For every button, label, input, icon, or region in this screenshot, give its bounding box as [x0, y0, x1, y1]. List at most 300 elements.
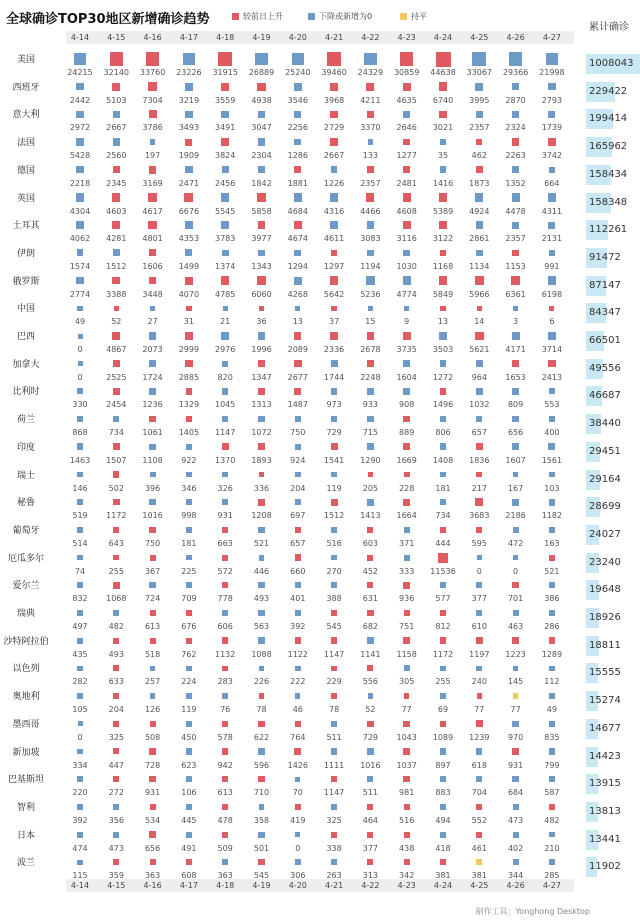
value-label: 77: [401, 705, 412, 715]
value-marker: [512, 111, 519, 118]
value-label: 514: [72, 538, 88, 548]
value-marker: [259, 306, 264, 311]
value-label: 363: [217, 871, 233, 881]
value-marker: [440, 748, 446, 754]
value-label: 1111: [323, 760, 345, 770]
value-marker: [294, 221, 302, 229]
value-marker: [403, 250, 410, 257]
value-marker: [77, 472, 83, 478]
value-label: 664: [544, 178, 560, 188]
value-marker: [77, 666, 83, 672]
country-label: 波兰: [16, 858, 35, 869]
value-label: 5389: [432, 206, 454, 216]
value-marker: [150, 555, 156, 561]
value-marker: [149, 776, 155, 782]
value-marker: [403, 416, 409, 422]
country-label: 英国: [16, 193, 35, 204]
value-marker: [548, 111, 555, 118]
value-marker: [403, 221, 411, 229]
date-label-top: 4-16: [143, 33, 162, 42]
value-marker: [295, 499, 301, 505]
value-marker: [546, 53, 558, 65]
value-marker: [259, 804, 265, 810]
date-label-top: 4-25: [470, 33, 489, 42]
value-label: 1512: [323, 511, 345, 521]
value-marker: [472, 52, 486, 66]
value-marker: [295, 306, 300, 311]
value-marker: [513, 693, 518, 698]
value-marker: [150, 693, 156, 699]
value-label: 734: [435, 511, 451, 521]
value-label: 2774: [69, 289, 91, 299]
value-marker: [222, 527, 228, 533]
value-marker: [440, 721, 447, 728]
value-label: 1507: [106, 455, 127, 465]
value-label: 1134: [469, 261, 490, 271]
value-label: 115: [72, 871, 88, 881]
value-marker: [440, 472, 446, 478]
value-marker: [403, 360, 410, 367]
value-marker: [112, 332, 120, 340]
value-label: 463: [507, 622, 524, 631]
value-label: 832: [72, 594, 88, 604]
value-marker: [258, 582, 264, 588]
value-label: 204: [108, 705, 124, 715]
value-label: 516: [326, 538, 342, 548]
value-label: 613: [217, 788, 233, 798]
value-label: 2456: [215, 178, 236, 188]
value-marker: [403, 721, 410, 728]
value-label: 1236: [142, 400, 163, 410]
cumulative-value: 28699: [589, 501, 621, 513]
value-label: 715: [362, 428, 379, 438]
value-label: 6060: [251, 289, 272, 299]
value-label: 1032: [469, 400, 490, 410]
cumulative-value: 49556: [589, 362, 621, 374]
cumulative-value: 158348: [589, 196, 628, 208]
value-label: 358: [253, 815, 270, 825]
value-marker: [110, 52, 123, 65]
value-label: 5966: [469, 289, 490, 299]
value-marker: [222, 859, 228, 865]
value-label: 931: [217, 511, 233, 521]
value-marker: [77, 776, 83, 782]
value-marker: [149, 527, 155, 533]
value-label: 31: [183, 317, 194, 327]
value-marker: [331, 721, 337, 727]
value-label: 2073: [142, 345, 163, 354]
value-marker: [331, 416, 337, 422]
value-marker: [476, 832, 482, 838]
value-marker: [113, 859, 119, 865]
value-label: 24329: [357, 68, 384, 77]
value-label: 6740: [432, 95, 454, 105]
value-marker: [439, 111, 447, 119]
value-label: 282: [72, 677, 88, 687]
value-label: 1842: [251, 178, 272, 188]
value-marker: [295, 416, 301, 422]
value-marker: [113, 138, 120, 145]
value-label: 5858: [251, 206, 272, 216]
value-label: 9: [404, 317, 410, 327]
value-label: 21: [220, 317, 231, 327]
value-label: 4478: [505, 206, 526, 216]
value-label: 446: [253, 566, 270, 576]
legend-item-rise: [232, 11, 283, 22]
value-marker: [367, 859, 373, 865]
chart-title: 全球确诊TOP30地区新增确诊趋势: [6, 12, 210, 27]
value-marker: [295, 610, 301, 616]
cumulative-value: 66501: [589, 335, 621, 346]
value-marker: [440, 804, 446, 810]
value-marker: [440, 139, 445, 144]
value-marker: [222, 166, 229, 173]
value-label: 519: [72, 511, 88, 521]
value-label: 587: [544, 788, 560, 798]
value-label: 502: [108, 483, 124, 493]
value-label: 0: [476, 566, 482, 576]
value-marker: [476, 776, 482, 782]
value-label: 338: [326, 843, 342, 853]
value-label: 306: [290, 871, 306, 881]
value-label: 1416: [432, 178, 454, 188]
value-marker: [548, 222, 555, 229]
country-label: 伊朗: [16, 248, 35, 259]
country-label: 瑞士: [16, 470, 35, 481]
value-label: 518: [144, 649, 161, 659]
value-label: 3995: [469, 95, 490, 105]
value-label: 1223: [505, 649, 526, 659]
value-marker: [113, 443, 120, 450]
country-label: 法国: [16, 138, 35, 149]
date-label-bottom: 4-19: [252, 881, 271, 890]
value-marker: [440, 859, 446, 865]
value-marker: [404, 665, 410, 671]
value-marker: [185, 83, 193, 91]
value-label: 388: [326, 594, 342, 604]
value-marker: [512, 499, 519, 506]
value-label: 704: [471, 788, 487, 798]
value-label: 1172: [432, 649, 454, 659]
value-label: 2186: [505, 511, 526, 521]
value-label: 1122: [287, 649, 308, 659]
value-marker: [76, 193, 84, 201]
value-label: 2678: [360, 345, 381, 354]
value-label: 521: [544, 566, 560, 576]
value-label: 1197: [469, 649, 490, 659]
value-label: 330: [72, 400, 88, 410]
value-marker: [150, 139, 156, 145]
value-marker: [436, 52, 451, 67]
value-marker: [512, 166, 519, 173]
value-marker: [222, 804, 228, 810]
value-marker: [259, 666, 265, 672]
value-marker: [512, 721, 518, 727]
value-label: 494: [435, 815, 451, 825]
value-label: 2336: [323, 345, 345, 354]
value-marker: [113, 249, 120, 256]
value-marker: [439, 276, 448, 285]
value-marker: [150, 306, 155, 311]
value-marker: [148, 82, 157, 91]
value-label: 4774: [396, 289, 417, 299]
value-label: 908: [399, 400, 415, 410]
value-marker: [113, 388, 120, 395]
value-label: 1045: [215, 400, 236, 410]
value-marker: [548, 276, 557, 285]
value-label: 482: [544, 815, 560, 825]
value-marker: [331, 499, 338, 506]
value-label: 359: [108, 871, 124, 881]
value-label: 3968: [323, 95, 345, 105]
value-label: 1496: [432, 400, 454, 410]
value-marker: [476, 472, 482, 478]
value-label: 5621: [469, 345, 490, 354]
value-marker: [149, 166, 157, 174]
value-label: 545: [253, 871, 270, 881]
value-marker: [113, 748, 119, 754]
value-label: 39460: [321, 68, 347, 77]
country-label: 日本: [16, 830, 35, 841]
value-label: 225: [181, 566, 197, 576]
footer-credit: 制作工具：Yonghong Desktop: [475, 907, 590, 916]
value-label: 3683: [469, 511, 490, 521]
value-marker: [331, 610, 337, 616]
value-marker: [295, 693, 300, 698]
value-marker: [186, 666, 192, 672]
value-marker: [113, 499, 120, 506]
country-label: 土耳其: [12, 221, 40, 232]
value-marker: [403, 83, 411, 91]
value-label: 5103: [106, 95, 127, 105]
value-label: 371: [399, 538, 415, 548]
value-marker: [367, 166, 374, 173]
value-label: 126: [144, 705, 161, 715]
value-label: 835: [544, 732, 560, 742]
value-marker: [222, 250, 229, 257]
value-label: 2304: [251, 151, 272, 161]
value-label: 1463: [69, 455, 91, 465]
value-label: 1873: [469, 178, 490, 188]
value-marker: [367, 416, 373, 422]
value-label: 377: [471, 594, 487, 604]
value-label: 922: [181, 455, 197, 465]
value-marker: [331, 582, 337, 588]
value-label: 3169: [142, 178, 163, 188]
value-marker: [440, 582, 446, 588]
legend-label-flat: 持平: [411, 12, 427, 21]
value-marker: [113, 638, 119, 644]
value-marker: [331, 832, 337, 838]
value-label: 1290: [360, 455, 381, 465]
date-label-top: 4-15: [107, 33, 126, 42]
value-marker: [222, 637, 229, 644]
value-marker: [186, 472, 192, 478]
value-marker: [366, 193, 374, 201]
value-label: 1272: [432, 372, 454, 382]
value-marker: [548, 360, 555, 367]
value-marker: [367, 250, 374, 257]
value-label: 610: [471, 622, 487, 631]
value-marker: [149, 360, 156, 367]
value-marker: [475, 83, 483, 91]
cumulative-value: 229422: [589, 85, 628, 97]
value-label: 13: [292, 317, 303, 327]
value-label: 1607: [505, 455, 526, 465]
value-marker: [148, 193, 156, 201]
value-label: 701: [507, 594, 524, 604]
value-marker: [222, 832, 228, 838]
date-label-bottom: 4-26: [506, 881, 525, 890]
value-label: 511: [362, 788, 379, 798]
value-label: 2861: [469, 234, 490, 244]
country-label: 比利时: [12, 387, 40, 398]
value-label: 4611: [323, 234, 345, 244]
value-marker: [77, 527, 83, 533]
value-label: 21998: [539, 68, 565, 77]
value-label: 146: [72, 483, 88, 493]
value-marker: [186, 499, 192, 505]
value-marker: [330, 83, 338, 91]
value-marker: [258, 388, 265, 395]
value-marker: [149, 416, 156, 423]
value-marker: [475, 332, 484, 341]
value-label: 396: [144, 483, 161, 493]
value-label: 401: [290, 594, 306, 604]
value-marker: [185, 139, 192, 146]
value-marker: [439, 193, 447, 201]
value-label: 3735: [396, 345, 417, 354]
value-label: 4867: [106, 345, 127, 354]
value-marker: [368, 139, 374, 145]
value-label: 1413: [360, 511, 381, 521]
value-label: 145: [507, 677, 524, 687]
value-marker: [113, 111, 120, 118]
value-marker: [258, 250, 265, 257]
value-label: 545: [326, 622, 342, 631]
value-label: 5428: [69, 151, 91, 161]
value-marker: [331, 776, 338, 783]
value-label: 240: [471, 677, 487, 687]
value-marker: [549, 472, 554, 477]
country-label: 巴西: [16, 332, 35, 342]
value-label: 14: [474, 317, 485, 327]
value-label: 2677: [287, 372, 308, 382]
value-label: 392: [72, 815, 88, 825]
value-label: 682: [362, 622, 379, 631]
value-marker: [549, 555, 555, 561]
value-label: 2481: [396, 178, 417, 188]
value-label: 270: [326, 566, 342, 576]
value-marker: [404, 472, 410, 478]
value-label: 334: [72, 760, 88, 770]
value-marker: [330, 138, 337, 145]
value-marker: [513, 666, 519, 672]
value-marker: [366, 276, 374, 284]
legend-swatch-rise: [232, 13, 239, 20]
value-label: 33067: [466, 68, 493, 77]
value-label: 764: [290, 732, 306, 742]
value-label: 4608: [396, 206, 417, 216]
value-label: 595: [471, 538, 487, 548]
value-marker: [149, 831, 155, 837]
value-marker: [330, 111, 337, 118]
value-marker: [513, 859, 519, 865]
value-marker: [327, 52, 341, 66]
cumulative-value: 13441: [589, 833, 621, 845]
value-label: 25240: [285, 68, 311, 77]
date-label-bottom: 4-22: [361, 881, 380, 890]
value-marker: [476, 166, 483, 173]
value-label: 210: [544, 843, 560, 853]
value-marker: [258, 859, 264, 865]
value-label: 2885: [178, 372, 200, 382]
value-marker: [404, 527, 410, 533]
value-label: 1669: [396, 455, 417, 465]
value-label: 511: [326, 732, 342, 742]
value-label: 0: [513, 566, 519, 576]
cumulative-value: 23240: [589, 556, 621, 568]
value-label: 697: [290, 511, 306, 521]
value-marker: [331, 637, 338, 644]
value-label: 462: [471, 151, 487, 161]
value-label: 799: [544, 760, 560, 770]
value-marker: [440, 388, 447, 395]
value-marker: [512, 222, 519, 229]
value-label: 77: [474, 705, 485, 715]
value-label: 1343: [251, 261, 272, 271]
value-marker: [513, 832, 519, 838]
value-marker: [331, 388, 337, 394]
value-label: 1512: [106, 261, 127, 271]
value-label: 750: [290, 428, 306, 438]
value-label: 1153: [505, 261, 526, 271]
value-label: 3824: [215, 151, 236, 161]
value-label: 15: [365, 317, 376, 327]
value-label: 657: [471, 428, 487, 438]
value-marker: [186, 527, 192, 533]
date-label-top: 4-19: [252, 33, 271, 42]
value-marker: [113, 721, 119, 727]
value-marker: [548, 443, 555, 450]
value-label: 1487: [287, 400, 308, 410]
value-marker: [294, 332, 301, 339]
value-label: 52: [365, 705, 376, 715]
value-marker: [294, 277, 302, 285]
value-label: 1239: [469, 732, 490, 742]
value-label: 1194: [360, 261, 381, 271]
value-marker: [149, 582, 155, 588]
value-label: 3219: [178, 95, 200, 105]
value-label: 750: [144, 538, 161, 548]
value-marker: [477, 693, 482, 698]
value-label: 1499: [178, 261, 200, 271]
value-label: 751: [399, 622, 415, 631]
value-marker: [186, 804, 192, 810]
value-marker: [78, 334, 83, 339]
value-label: 2131: [541, 234, 563, 244]
value-label: 30859: [393, 68, 420, 77]
value-label: 3021: [432, 123, 454, 133]
value-label: 5236: [360, 289, 381, 299]
value-label: 74: [74, 566, 86, 576]
value-label: 445: [181, 815, 197, 825]
value-label: 1996: [251, 345, 272, 354]
value-label: 1168: [432, 261, 454, 271]
value-marker: [440, 666, 446, 672]
country-label: 瑞典: [16, 609, 35, 619]
country-label: 巴基斯坦: [7, 775, 44, 786]
